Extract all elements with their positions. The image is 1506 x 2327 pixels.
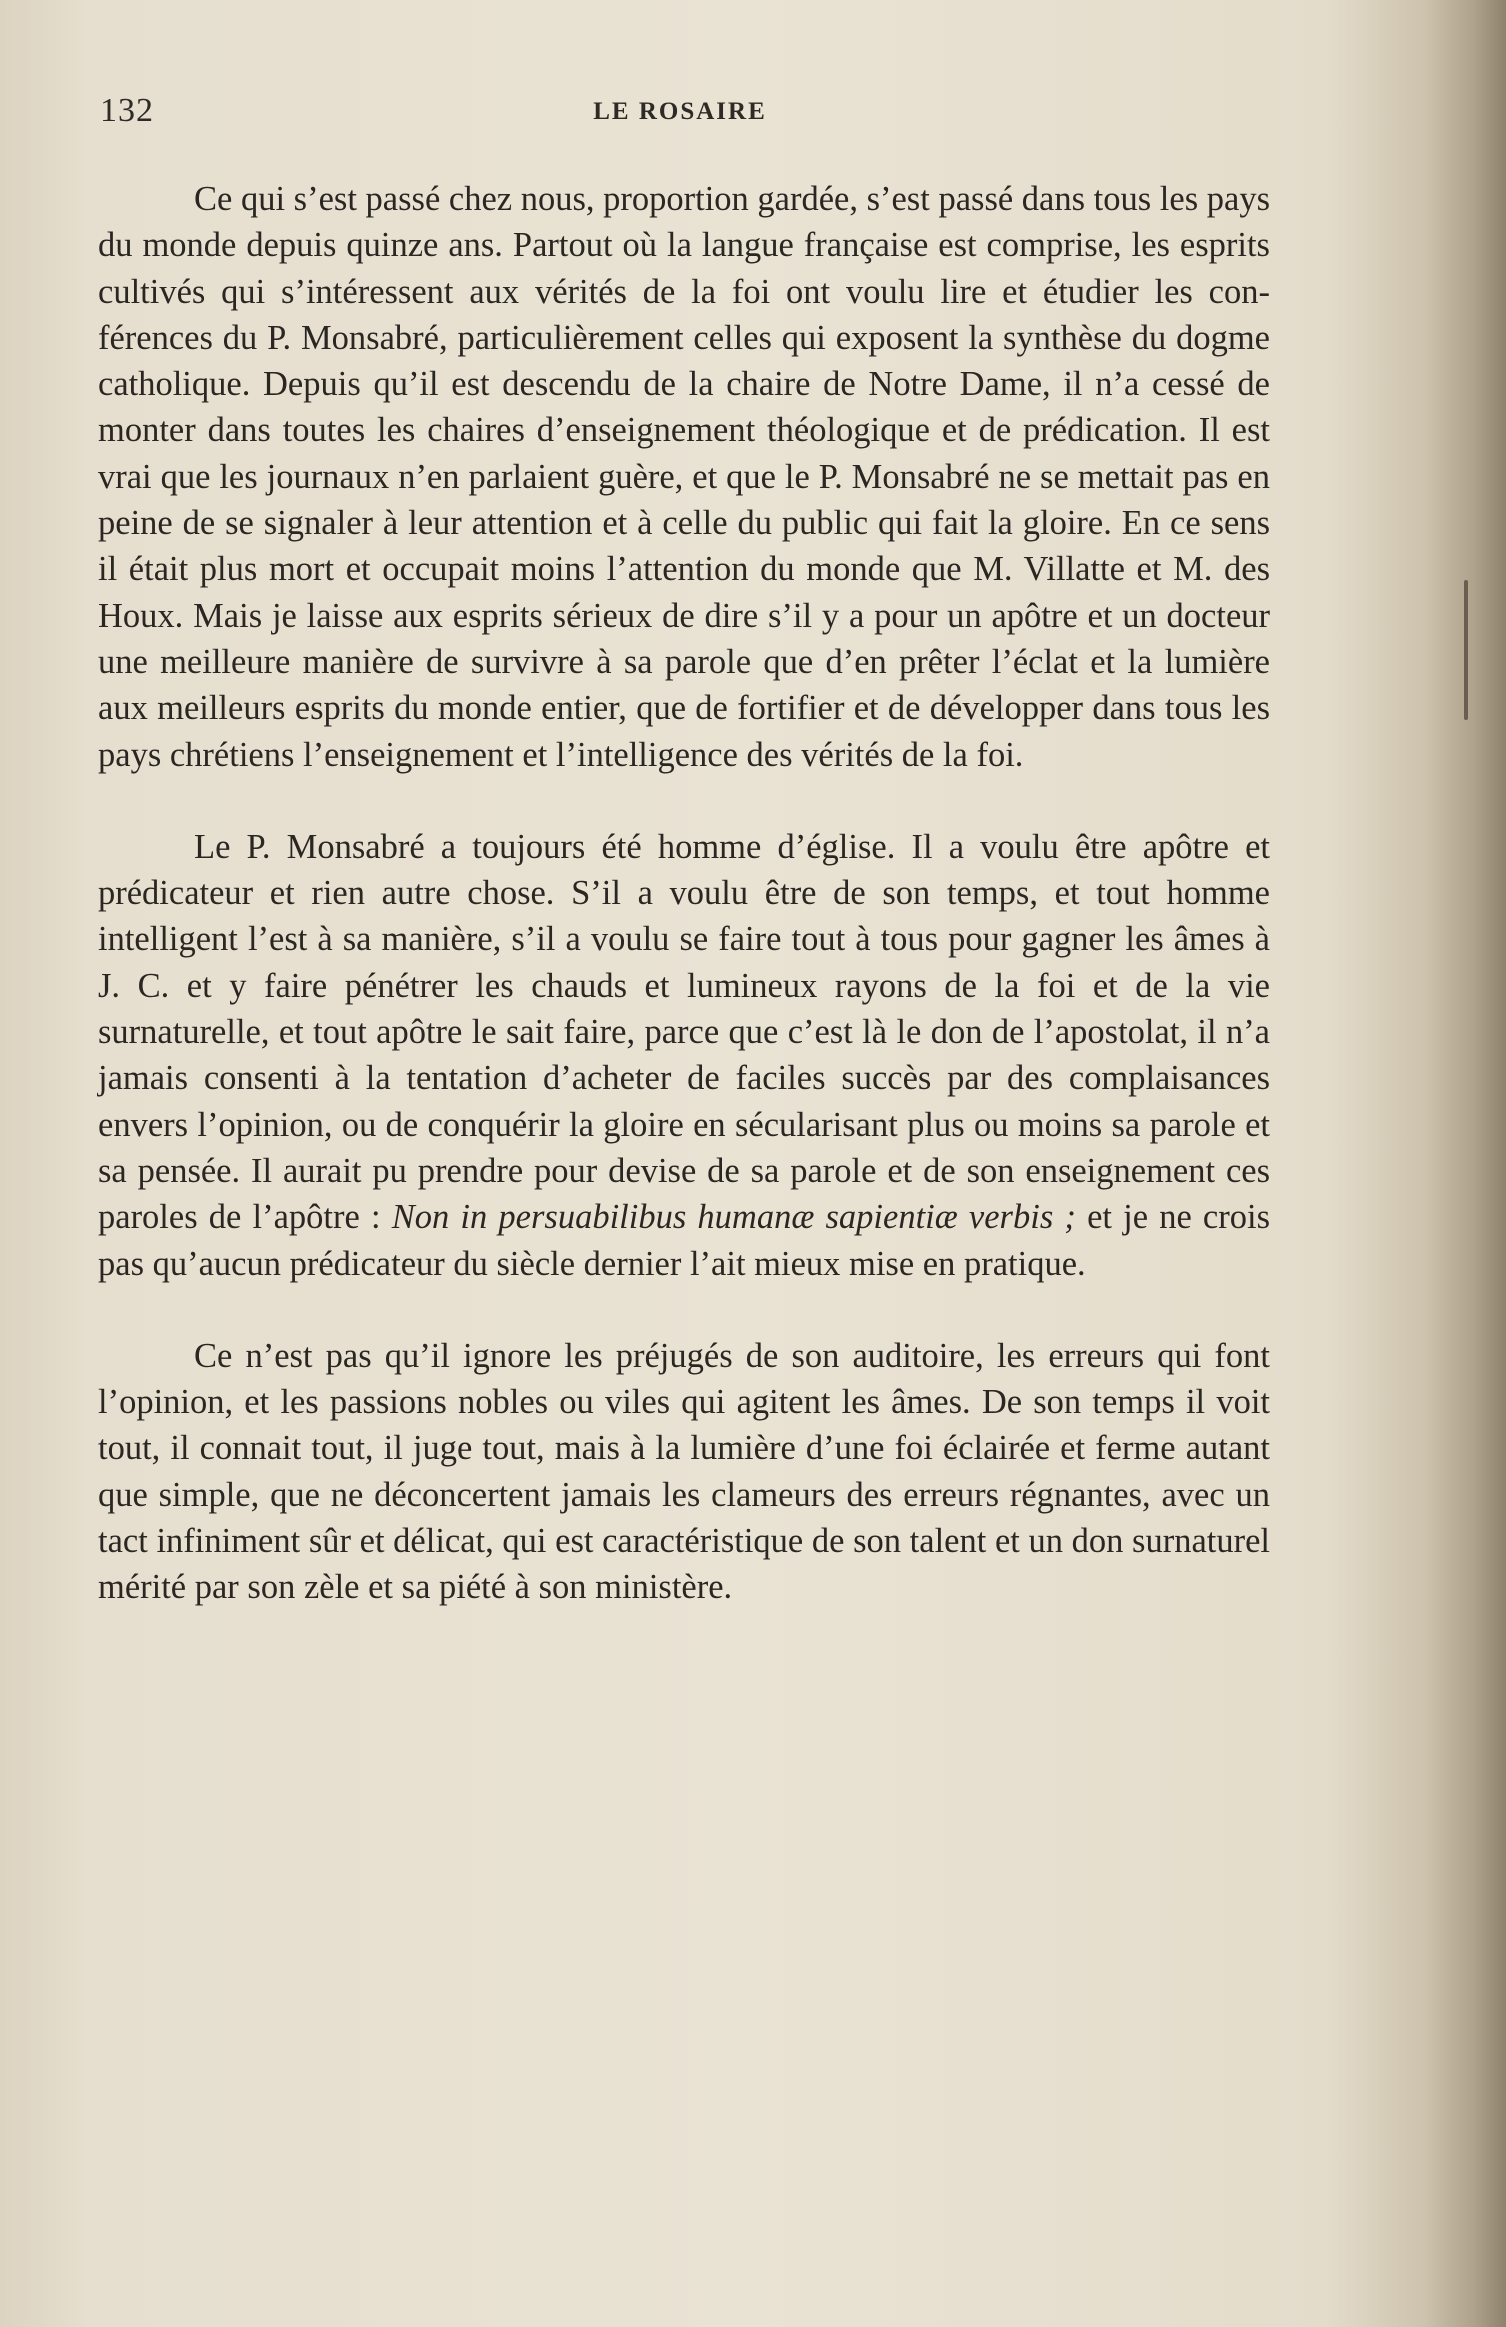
- page-number: 132: [100, 92, 154, 129]
- page-header: [100, 92, 1260, 142]
- binding-mark: [1464, 580, 1468, 720]
- paragraph-3: Ce n’est pas qu’il ignore les préjugés de son auditoire, les erreurs qui font l’opinion, et les passions nobles ou viles qui agitent les âmes. De son temps il voit tout, il connait tout, il juge tout, mais à la lumière d’une foi éclairée et ferme autant que simple, que ne déconcertent jamais les clameurs des erreurs régnantes, avec un tact infiniment sûr et délicat, qui est caractéristique de son talent et un don surnaturel mérité par son zèle et sa piété à son ministère.: [98, 1336, 1270, 1607]
- running-title: LE ROSAIRE: [593, 98, 767, 125]
- body-text: [98, 176, 1270, 1611]
- paragraph-2-text-before: Le P. Monsabré a toujours été homme d’église. Il a voulu être apôtre et prédicateur et rien autre chose. S’il a voulu être de son temps, et tout homme intelligent l’est à sa manière, s’il a voulu se faire tout à tous pour gagner les âmes à J. C. et y faire pénétrer les chauds et lumineux rayons de la foi et de la vie surnaturelle, et tout apôtre le sait faire, parce que c’est là le don de l’apostolat, il n’a jamais consenti à la tentation d’acheter de faciles succès par des complaisances envers l’opinion, ou de conquérir la gloire en sécularisant plus ou moins sa parole et sa pensée. Il aurait pu prendre pour devise de sa parole et de son enseignement ces paroles de l’apôtre :: [98, 827, 1270, 1237]
- paragraph-2: [98, 824, 1270, 1287]
- paragraph-2-text-after: et je ne crois pas qu’aucun prédicateur du siècle dernier l’ait mieux mise en pratique.: [98, 1198, 1270, 1283]
- paragraph-1: Ce qui s’est passé chez nous, proportion gardée, s’est passé dans tous les pays du monde depuis quinze ans. Partout où la langue française est comprise, les esprits cultivés qui s’intéressent aux vérités de la foi ont voulu lire et étudier les conférences du P. Monsabré, particulièrement celles qui exposent la synthèse du dogme catholique. Depuis qu’il est descendu de la chaire de Notre Dame, il n’a cessé de monter dans toutes les chaires d’enseignement théologique et de prédication. Il est vrai que les journaux n’en parlaient guère, et que le P. Monsabré ne se mettait pas en peine de se signaler à leur attention et à celle du public qui fait la gloire. En ce sens il était plus mort et occupait moins l’attention du monde que M. Villatte et M. des Houx. Mais je laisse aux esprits sérieux de dire s’il y a pour un apôtre et un docteur une meilleure manière de survivre à sa parole que d’en prêter l’éclat et la lumière aux meilleurs esprits du monde entier, que de fortifier et de développer dans tous les pays chrétiens l’enseignement et l’intelligence des vérités de la foi.: [98, 180, 1270, 774]
- page-edge-shadow: [1426, 0, 1506, 2327]
- latin-quotation: Non in persuabilibus humanæ sapientiæ verbis ;: [391, 1198, 1076, 1237]
